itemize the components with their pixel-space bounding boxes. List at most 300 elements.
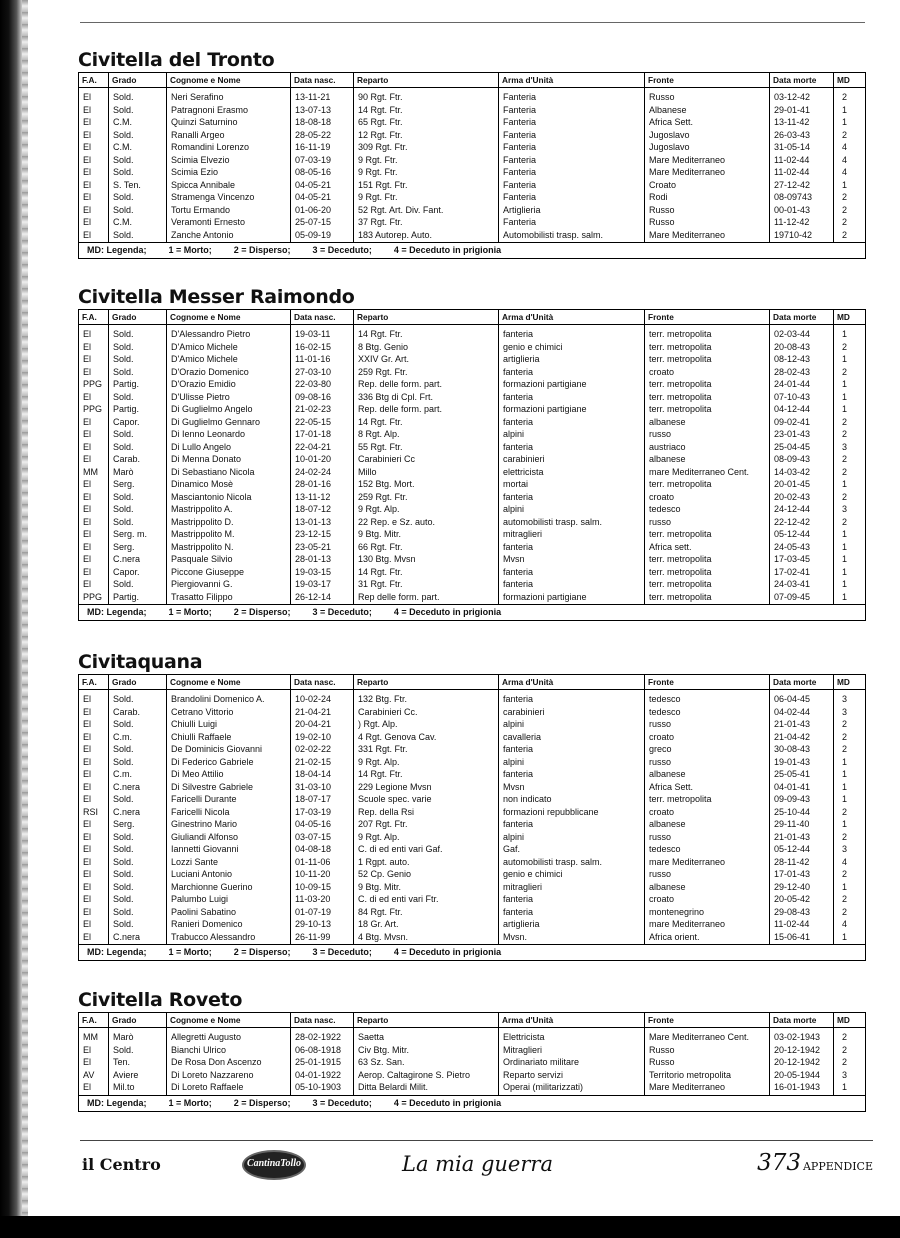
table-cell-fronte: croato: [649, 491, 675, 502]
table-cell-reparto: 9 Rgt. Alp.: [358, 831, 400, 842]
table-cell-grado: Serg. m.: [113, 529, 148, 539]
table-cell-nasc: 22-03-80: [295, 379, 332, 389]
table-cell-fronte: terr. metropolita: [649, 591, 712, 602]
table-cell-arma: Artiglieria: [503, 204, 541, 215]
table-cell-fronte: albanese: [649, 454, 686, 464]
page-number: 373: [757, 1150, 801, 1176]
column-nome: [167, 325, 291, 604]
column-arma: [499, 690, 645, 944]
table-cell-reparto: 336 Btg di Cpl. Frt.: [358, 391, 434, 402]
table-body: [79, 690, 865, 944]
table-cell-md: 2: [841, 192, 847, 202]
legend-label: MD: Legenda;: [87, 947, 147, 957]
legend-label: MD: Legenda;: [87, 607, 147, 617]
table-cell-reparto: 132 Btg. Ftr.: [358, 694, 408, 704]
table-cell-grado: C.m.: [113, 769, 132, 779]
table-cell-fronte: Africa Sett.: [649, 117, 694, 127]
table-cell-morte: 20-08-43: [774, 341, 811, 352]
table-cell-nasc: 27-03-10: [295, 366, 332, 377]
table-cell-nasc: 05-10-1903: [295, 1082, 342, 1092]
table-cell-reparto: Millo: [358, 466, 377, 477]
table-cell-morte: 20-12-1942: [774, 1044, 821, 1055]
table-cell-nasc: 01-06-20: [295, 204, 332, 215]
column-nasc: [291, 88, 354, 242]
table-cell-morte: 24-03-41: [774, 579, 811, 589]
table-cell-grado: Sold.: [113, 1044, 134, 1055]
table-cell-fa: El: [83, 541, 92, 552]
table-cell-md: 3: [841, 844, 847, 854]
table-cell-fronte: Jugoslavo: [649, 142, 690, 152]
table-cell-fronte: russo: [649, 429, 672, 439]
footer-rule: [80, 1140, 873, 1141]
table-cell-nome: Luciani Antonio: [171, 869, 233, 879]
column-morte: [770, 1028, 834, 1095]
column-arma: [499, 88, 645, 242]
table-cell-fa: El: [83, 856, 92, 867]
column-header-morte: Data morte: [770, 310, 834, 324]
table-cell-reparto: Carabinieri Cc.: [358, 706, 418, 717]
table-cell-reparto: 1 Rgpt. auto.: [358, 856, 410, 867]
legend-item: 1 = Morto;: [168, 607, 212, 617]
table-cell-reparto: 9 Rgt. Ftr.: [358, 154, 398, 165]
table-cell-md: 2: [841, 1044, 847, 1055]
table-cell-fa: El: [83, 391, 92, 402]
table-cell-reparto: 14 Rgt. Ftr.: [358, 329, 403, 339]
column-header-grado: Grado: [109, 310, 167, 324]
table-cell-nasc: 21-02-23: [295, 404, 332, 414]
legend-item: 1 = Morto;: [168, 1097, 212, 1108]
table-cell-reparto: 14 Rgt. Ftr.: [358, 769, 403, 779]
table-cell-nome: Quinzi Saturnino: [171, 117, 238, 127]
column-nasc: [291, 690, 354, 944]
table-cell-fronte: albanese: [649, 881, 686, 892]
table-cell-fronte: Africa Sett.: [649, 781, 694, 792]
table-cell-nome: Stramenga Vincenzo: [171, 192, 255, 202]
table-cell-fronte: terr. metropolita: [649, 354, 712, 364]
legend-item: 3 = Deceduto;: [312, 245, 372, 255]
table-cell-morte: 27-12-42: [774, 179, 811, 190]
table-cell-nasc: 25-07-15: [295, 217, 332, 227]
column-header-md: MD: [837, 1015, 850, 1025]
table-cell-grado: Carab.: [113, 454, 141, 464]
table-cell-fronte: austriaco: [649, 441, 686, 452]
table-cell-nome: Faricelli Nicola: [171, 806, 230, 817]
table-cell-reparto: XXIV Gr. Art.: [358, 354, 410, 364]
table-cell-md: 1: [841, 379, 847, 389]
table-cell-fa: El: [83, 819, 92, 829]
table-cell-reparto: 90 Rgt. Ftr.: [358, 92, 403, 102]
table-cell-fronte: Africa orient.: [649, 931, 700, 942]
table-cell-morte: 08-09-43: [774, 454, 811, 464]
table-cell-fa: El: [83, 719, 92, 729]
column-nome: [167, 690, 291, 944]
table-cell-md: 2: [841, 1057, 847, 1067]
table-cell-nasc: 25-01-1915: [295, 1057, 342, 1067]
table-cell-md: 1: [841, 179, 847, 190]
table-cell-morte: 24-05-43: [774, 541, 811, 552]
table-cell-md: 2: [841, 806, 847, 817]
legend-item: 4 = Deceduto in prigionia: [393, 1097, 502, 1108]
table-cell-morte: 03-12-42: [774, 92, 811, 102]
table-cell-arma: alpini: [503, 719, 525, 729]
table-cell-fa: El: [83, 167, 92, 177]
table-cell-grado: C.M.: [113, 142, 132, 152]
table-cell-morte: 20-01-45: [774, 479, 811, 489]
column-reparto: [354, 690, 499, 944]
table-cell-reparto: 309 Rgt. Ftr.: [358, 142, 408, 152]
table-cell-reparto: Carabinieri Cc: [358, 454, 416, 464]
table-cell-fa: El: [83, 154, 92, 165]
table-cell-fronte: croato: [649, 806, 675, 817]
table-cell-fa: El: [83, 919, 92, 929]
table-cell-nasc: 05-09-19: [295, 229, 332, 240]
column-md: [834, 1028, 850, 1095]
table-cell-morte: 15-06-41: [774, 931, 811, 942]
table-cell-nasc: 11-03-20: [295, 894, 331, 904]
table-cell-arma: Fanteria: [503, 179, 537, 190]
column-fronte: [645, 88, 770, 242]
table-cell-md: 2: [841, 719, 847, 729]
table-cell-md: 1: [841, 554, 847, 564]
table-cell-md: 2: [841, 454, 847, 464]
table-cell-reparto: Rep. delle form. part.: [358, 379, 443, 389]
table-cell-arma: Fanteria: [503, 192, 537, 202]
column-header-reparto: Reparto: [354, 310, 499, 324]
table-cell-md: 3: [841, 694, 847, 704]
table-cell-reparto: 14 Rgt. Ftr.: [358, 566, 403, 577]
table-cell-reparto: 4 Rgt. Genova Cav.: [358, 731, 437, 742]
table-cell-reparto: 14 Rgt. Ftr.: [358, 104, 403, 115]
column-md: [834, 325, 850, 604]
table-cell-fa: El: [83, 354, 92, 364]
sponsor-logo-text: CantinaTollo: [246, 1158, 302, 1169]
table-cell-arma: fanteria: [503, 391, 534, 402]
column-nome: [167, 88, 291, 242]
table-cell-fronte: russo: [649, 756, 672, 767]
table-legend: [79, 604, 865, 620]
table-cell-arma: fanteria: [503, 491, 534, 502]
table-cell-morte: 14-03-42: [774, 466, 811, 477]
table-cell-fa: El: [83, 416, 92, 427]
table-cell-nasc: 10-01-20: [295, 454, 332, 464]
table-cell-fronte: mare Mediterraneo Cent.: [649, 466, 750, 477]
table-cell-md: 4: [841, 919, 847, 929]
column-fronte: [645, 690, 770, 944]
column-header-grado: Grado: [109, 1013, 167, 1027]
page-number-block: [757, 1150, 873, 1176]
section-title: Civitella Roveto: [78, 989, 243, 1011]
table-cell-md: 2: [841, 341, 847, 352]
table-legend: [79, 944, 865, 960]
table-cell-morte: 04-12-44: [774, 404, 811, 414]
table-cell-fa: El: [83, 694, 92, 704]
table-cell-morte: 05-12-44: [774, 529, 811, 539]
column-grado: [109, 690, 167, 944]
table-cell-grado: Sold.: [113, 204, 134, 215]
table-cell-arma: non indicato: [503, 794, 552, 804]
table-cell-reparto: 12 Rgt. Ftr.: [358, 129, 403, 140]
table-cell-morte: 05-12-44: [774, 844, 811, 854]
table-cell-nome: Chiulli Luigi: [171, 719, 218, 729]
table-cell-grado: Aviere: [113, 1069, 139, 1080]
table-cell-reparto: 65 Rgt. Ftr.: [358, 117, 403, 127]
table-cell-nasc: 26-12-14: [295, 591, 332, 602]
table-cell-fa: El: [83, 1057, 92, 1067]
table-cell-md: 3: [841, 706, 847, 717]
table-cell-reparto: 9 Rgt. Alp.: [358, 504, 400, 514]
table-cell-nome: Cetrano Vittorio: [171, 706, 234, 717]
table-cell-reparto: 8 Rgt. Alp.: [358, 429, 400, 439]
column-fa: [79, 1028, 109, 1095]
table-cell-fa: El: [83, 794, 92, 804]
table-cell-fa: El: [83, 706, 92, 717]
table-cell-fa: MM: [83, 1032, 98, 1042]
table-cell-md: 1: [841, 794, 847, 804]
table-cell-nasc: 29-10-13: [295, 919, 332, 929]
column-fronte: [645, 1028, 770, 1095]
legend-item: 2 = Disperso;: [233, 947, 291, 957]
table-cell-nome: Trasatto Filippo: [171, 591, 233, 602]
table-cell-grado: Sold.: [113, 192, 134, 202]
column-header-morte: Data morte: [770, 675, 834, 689]
table-cell-arma: genio e chimici: [503, 869, 563, 879]
table-cell-arma: mortai: [503, 479, 529, 489]
table-cell-fronte: Mare Mediterraneo: [649, 167, 726, 177]
table-cell-nome: Trabucco Alessandro: [171, 931, 256, 942]
table-cell-nasc: 04-01-1922: [295, 1069, 342, 1080]
table-cell-nome: Di Menna Donato: [171, 454, 242, 464]
table-cell-grado: Sold.: [113, 794, 134, 804]
table-cell-fronte: terr. metropolita: [649, 579, 712, 589]
table-cell-arma: Fanteria: [503, 104, 537, 115]
table-cell-nome: Tortu Ermando: [171, 204, 231, 215]
column-header-fronte: Fronte: [645, 675, 770, 689]
table-cell-arma: Fanteria: [503, 117, 537, 127]
table-cell-arma: Mvsn.: [503, 931, 528, 942]
table-cell-fronte: Russo: [649, 92, 675, 102]
table-cell-nome: Piergiovanni G.: [171, 579, 233, 589]
table-cell-nome: Bianchi Ulrico: [171, 1044, 227, 1055]
table-cell-grado: Sold.: [113, 894, 134, 904]
table-cell-morte: 24-12-44: [774, 504, 811, 514]
column-md: [834, 88, 850, 242]
table-cell-reparto: 55 Rgt. Ftr.: [358, 441, 403, 452]
table-cell-fronte: Albanese: [649, 104, 687, 115]
section-title: Civitaquana: [78, 651, 203, 673]
table-cell-nome: Spicca Annibale: [171, 179, 236, 190]
table-cell-nasc: 10-09-15: [295, 881, 332, 892]
table-cell-fa: El: [83, 731, 92, 742]
table-cell-nasc: 19-03-11: [295, 329, 331, 339]
table-cell-nasc: 19-03-17: [295, 579, 332, 589]
column-header-nome: Cognome e Nome: [167, 1013, 291, 1027]
table-cell-morte: 00-01-43: [774, 204, 811, 215]
table-cell-grado: Sold.: [113, 104, 134, 115]
table-cell-fronte: Russo: [649, 1057, 675, 1067]
table-cell-md: 2: [841, 217, 847, 227]
table-cell-arma: fanteria: [503, 894, 534, 904]
column-fronte: [645, 325, 770, 604]
table-cell-reparto: 66 Rgt. Ftr.: [358, 541, 403, 552]
table-cell-arma: Automobilisti trasp. salm.: [503, 229, 604, 240]
appendix-label: APPENDICE: [802, 1160, 873, 1173]
table-cell-arma: fanteria: [503, 579, 534, 589]
legend-item: 3 = Deceduto;: [312, 607, 372, 617]
table-cell-grado: C.nera: [113, 554, 141, 564]
table-cell-reparto: Scuole spec. varie: [358, 794, 432, 804]
column-header-nasc: Data nasc.: [291, 675, 354, 689]
table-cell-morte: 04-02-44: [774, 706, 811, 717]
table-cell-md: 1: [841, 781, 847, 792]
legend-item: 4 = Deceduto in prigionia: [393, 245, 502, 255]
table-cell-reparto: 31 Rgt. Ftr.: [358, 579, 403, 589]
table-cell-grado: Serg.: [113, 479, 135, 489]
column-header-nome: Cognome e Nome: [167, 73, 291, 87]
table-body: [79, 1028, 865, 1095]
column-fa: [79, 88, 109, 242]
table-cell-nasc: 18-07-17: [295, 794, 332, 804]
column-nasc: [291, 325, 354, 604]
table-cell-reparto: 22 Rep. e Sz. auto.: [358, 516, 436, 527]
table-cell-arma: carabinieri: [503, 454, 545, 464]
table-cell-fronte: terr. metropolita: [649, 391, 712, 402]
table-cell-arma: alpini: [503, 831, 525, 842]
table-cell-fa: El: [83, 756, 92, 767]
table-cell-morte: 06-04-45: [774, 694, 811, 704]
table-cell-arma: alpini: [503, 756, 525, 767]
column-grado: [109, 88, 167, 242]
page-binding-shadow: [22, 0, 28, 1238]
table-cell-fronte: terr. metropolita: [649, 379, 712, 389]
table-cell-fronte: terr. metropolita: [649, 404, 712, 414]
table-cell-md: 2: [841, 731, 847, 742]
table-cell-md: 2: [841, 366, 847, 377]
table-cell-fa: El: [83, 504, 92, 514]
table-cell-fa: El: [83, 217, 92, 227]
column-morte: [770, 690, 834, 944]
table-cell-fronte: Mare Mediterraneo: [649, 154, 726, 165]
table-cell-nome: Ranalli Argeo: [171, 129, 225, 140]
table-cell-fa: El: [83, 204, 92, 215]
table-cell-md: 4: [841, 154, 847, 165]
table-cell-nasc: 09-08-16: [295, 391, 332, 402]
table-cell-nome: Mastrippolito D.: [171, 516, 234, 527]
table-cell-nome: Brandolini Domenico A.: [171, 694, 265, 704]
table-cell-fronte: croato: [649, 894, 675, 904]
table-cell-nome: Di Loreto Raffaele: [171, 1082, 244, 1092]
table-cell-reparto: Ditta Belardi Milit.: [358, 1082, 429, 1092]
table-cell-nome: De Rosa Don Ascenzo: [171, 1057, 262, 1067]
table-cell-fronte: albanese: [649, 769, 686, 779]
table-cell-morte: 20-02-43: [774, 491, 811, 502]
column-reparto: [354, 1028, 499, 1095]
table-cell-nome: D'Alessandro Pietro: [171, 329, 251, 339]
section-title: Civitella del Tronto: [78, 49, 275, 71]
table-cell-arma: automobilisti trasp. salm.: [503, 856, 603, 867]
table-cell-grado: Sold.: [113, 906, 134, 917]
table-cell-nasc: 21-02-15: [295, 756, 332, 767]
table-cell-arma: genio e chimici: [503, 341, 563, 352]
table-cell-arma: fanteria: [503, 541, 534, 552]
table-cell-arma: Fanteria: [503, 92, 537, 102]
table-cell-fronte: russo: [649, 831, 672, 842]
column-header-reparto: Reparto: [354, 675, 499, 689]
table-cell-arma: mitraglieri: [503, 881, 543, 892]
table-cell-nasc: 24-02-24: [295, 466, 332, 477]
table-cell-nasc: 13-11-12: [295, 491, 331, 502]
table-cell-grado: Sold.: [113, 354, 134, 364]
table-cell-nasc: 11-01-16: [295, 354, 331, 364]
table-cell-nasc: 31-03-10: [295, 781, 332, 792]
table-cell-nasc: 18-07-12: [295, 504, 332, 514]
table-cell-morte: 17-01-43: [774, 869, 811, 879]
table-cell-fa: El: [83, 429, 92, 439]
table-cell-morte: 28-02-43: [774, 366, 811, 377]
table-cell-nasc: 03-07-15: [295, 831, 332, 842]
table-cell-md: 2: [841, 894, 847, 904]
column-header-arma: Arma d'Unità: [499, 73, 645, 87]
table-cell-fa: El: [83, 104, 92, 115]
table-cell-md: 1: [841, 591, 847, 602]
table-cell-morte: 08-09743: [774, 192, 813, 202]
table-cell-reparto: 84 Rgt. Ftr.: [358, 906, 403, 917]
table-cell-fronte: albanese: [649, 416, 686, 427]
table-cell-morte: 25-10-44: [774, 806, 811, 817]
table-header: [79, 73, 865, 88]
table-cell-nome: Chiulli Raffaele: [171, 731, 232, 742]
table-cell-arma: Fanteria: [503, 167, 537, 177]
table-cell-arma: Fanteria: [503, 154, 537, 165]
table-cell-nasc: 28-01-16: [295, 479, 332, 489]
table-cell-arma: Reparto servizi: [503, 1069, 564, 1080]
table-cell-reparto: 14 Rgt. Ftr.: [358, 416, 403, 427]
table-cell-nome: Di Ienno Leonardo: [171, 429, 246, 439]
table-cell-morte: 22-12-42: [774, 516, 811, 527]
table-cell-fronte: Croato: [649, 179, 677, 190]
table-cell-reparto: 52 Rgt. Art. Div. Fant.: [358, 204, 444, 215]
column-header-reparto: Reparto: [354, 1013, 499, 1027]
table-cell-fa: El: [83, 491, 92, 502]
table-cell-nasc: 26-11-99: [295, 931, 331, 942]
table-cell-md: 2: [841, 516, 847, 527]
table-cell-fronte: Russo: [649, 217, 675, 227]
column-header-morte: Data morte: [770, 1013, 834, 1027]
table-cell-grado: Sold.: [113, 504, 134, 514]
table-cell-morte: 20-12-1942: [774, 1057, 821, 1067]
table-cell-grado: Partig.: [113, 591, 140, 602]
table-cell-reparto: 9 Btg. Mitr.: [358, 529, 402, 539]
table-cell-fronte: Territorio metropolita: [649, 1069, 732, 1080]
table-cell-arma: Fanteria: [503, 129, 537, 140]
table-cell-nasc: 19-02-10: [295, 731, 332, 742]
table-cell-fa: MM: [83, 466, 98, 477]
column-arma: [499, 325, 645, 604]
table-cell-nome: Scimia Ezio: [171, 167, 219, 177]
table-cell-fa: El: [83, 454, 92, 464]
column-header-fa: F.A.: [79, 73, 109, 87]
table-cell-nasc: 23-12-15: [295, 529, 332, 539]
table-cell-md: 2: [841, 429, 847, 439]
table-cell-morte: 03-02-1943: [774, 1032, 821, 1042]
table-cell-arma: Elettricista: [503, 1032, 545, 1042]
table-cell-nome: Ginestrino Mario: [171, 819, 238, 829]
table-cell-morte: 25-05-41: [774, 769, 811, 779]
table-cell-reparto: 229 Legione Mvsn: [358, 781, 432, 792]
column-arma: [499, 1028, 645, 1095]
table-cell-nome: Di Guglielmo Gennaro: [171, 416, 261, 427]
table-cell-nasc: 22-04-21: [295, 441, 332, 452]
table-cell-nome: Scimia Elvezio: [171, 154, 230, 165]
